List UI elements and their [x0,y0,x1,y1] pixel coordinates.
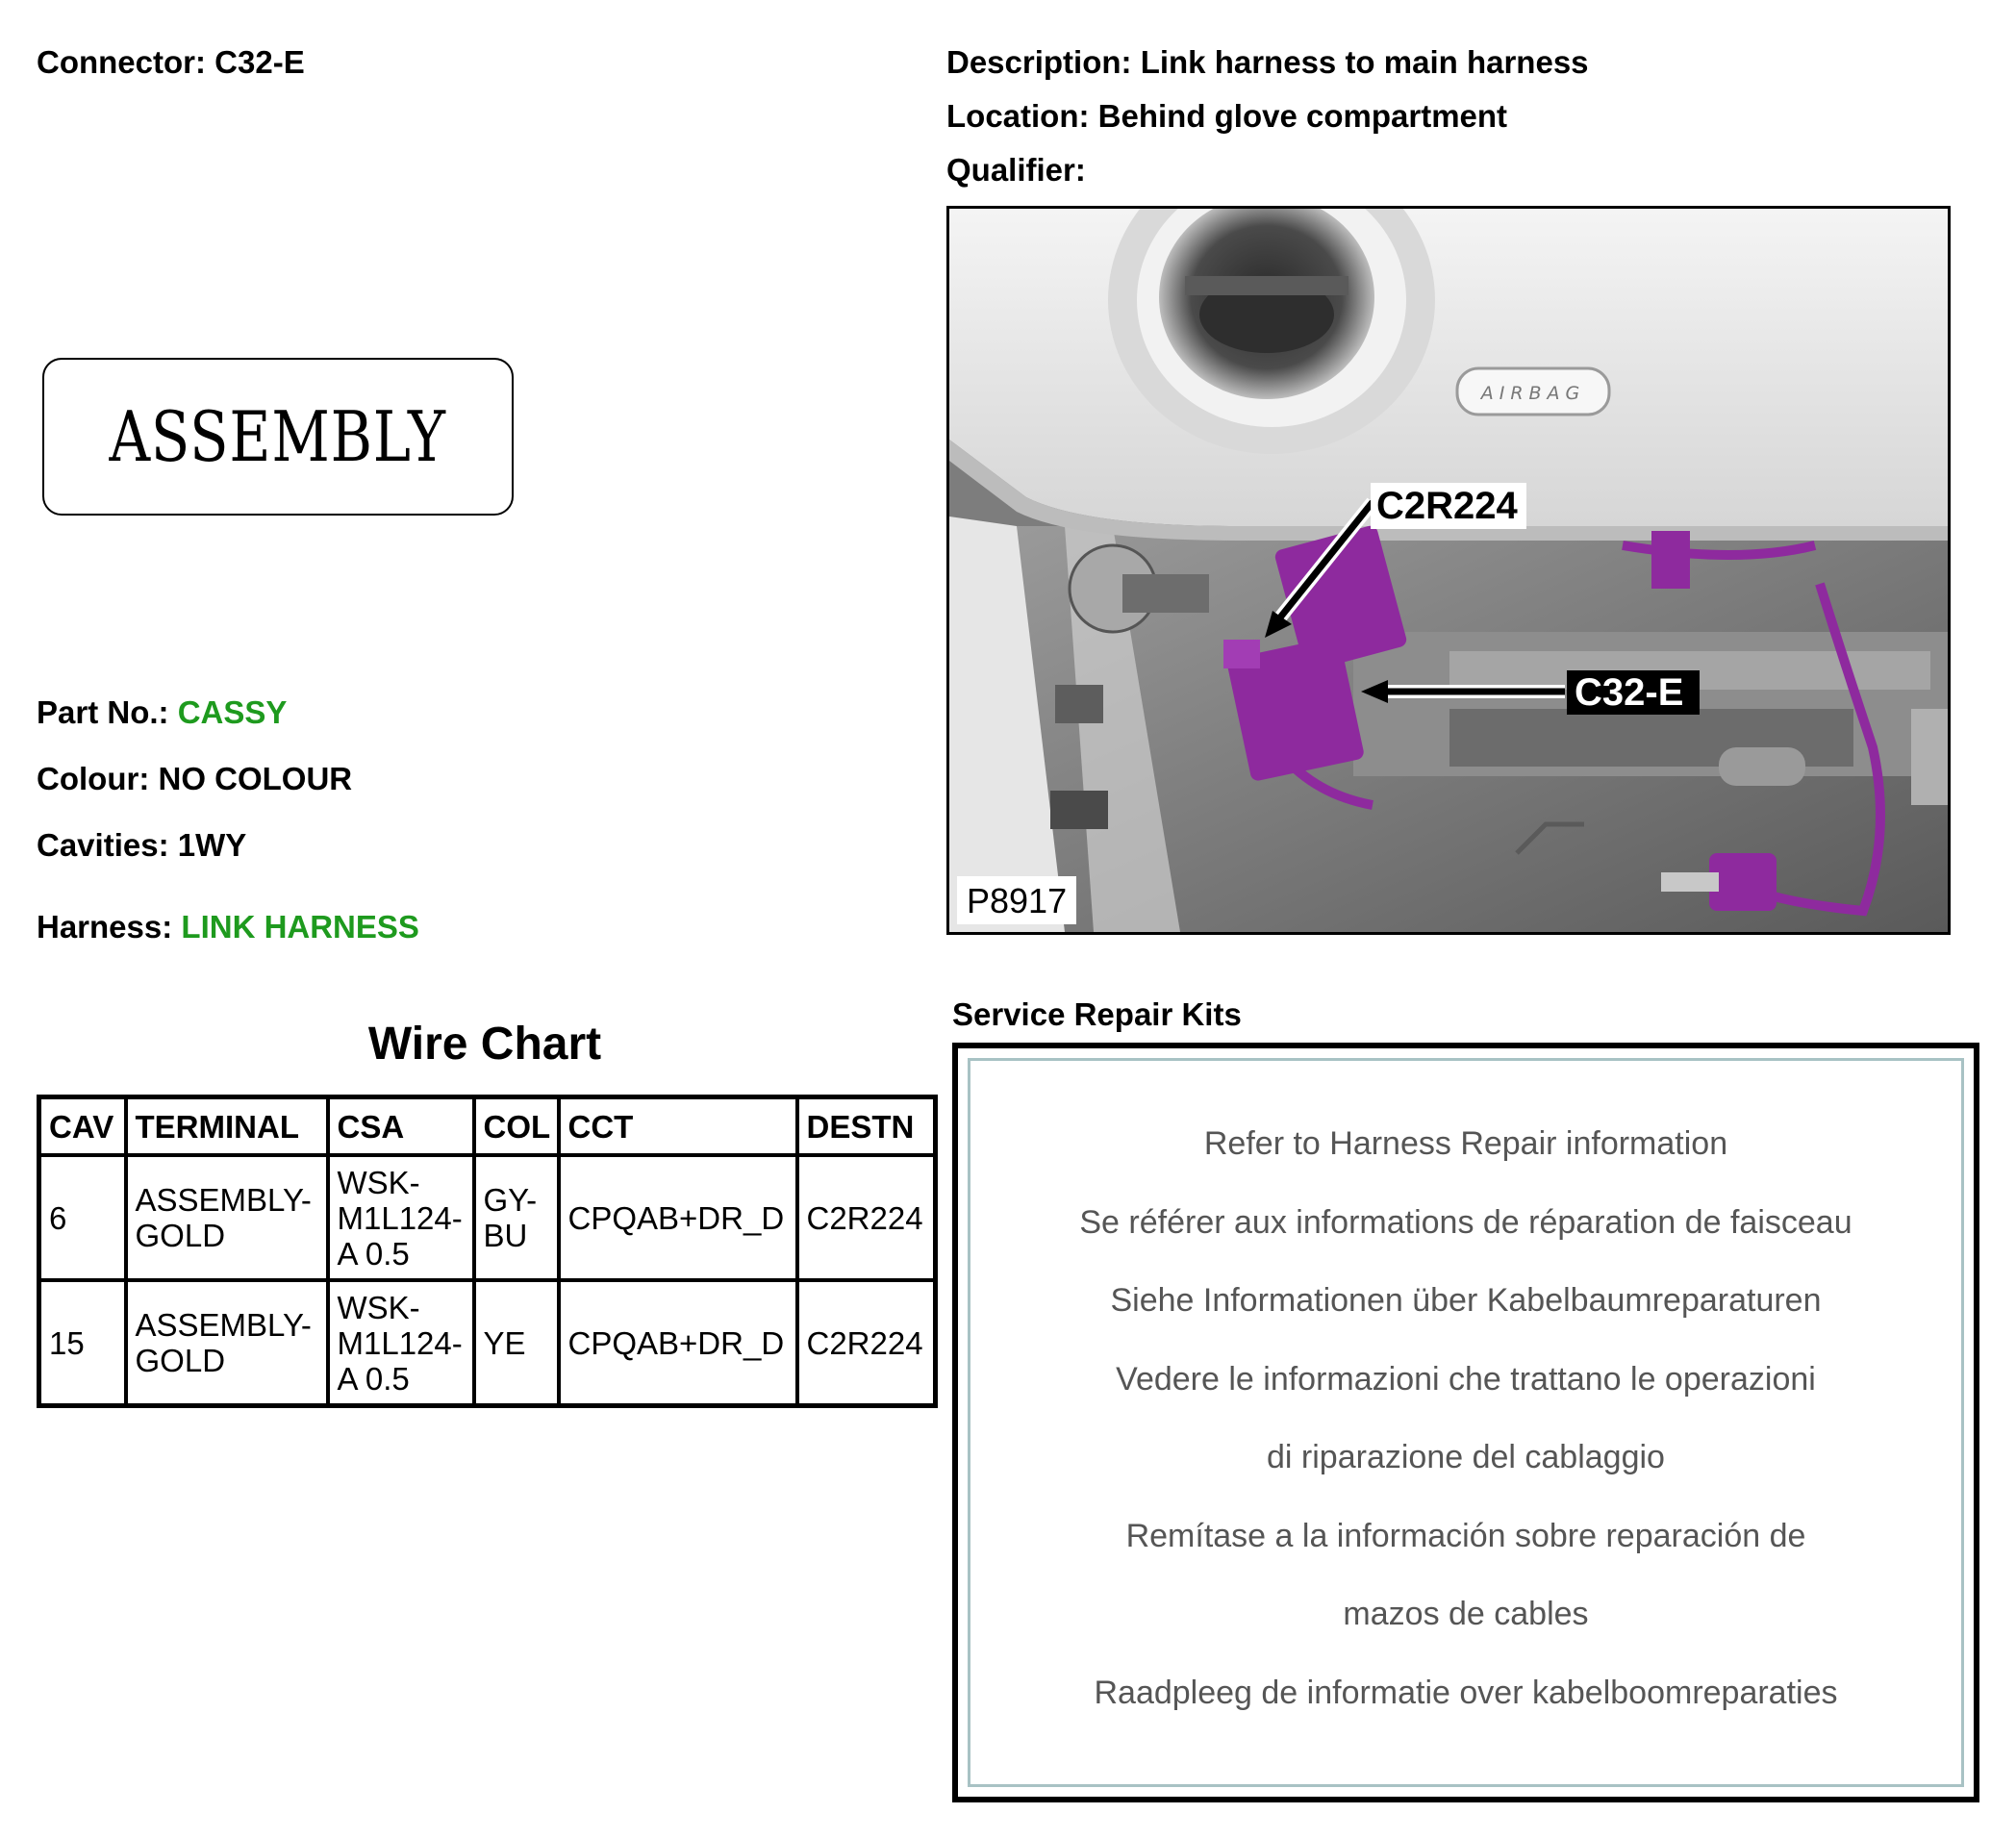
colour-line [37,761,352,797]
col-header-destn: DESTN [797,1097,936,1156]
col-header-cav: CAV [39,1097,126,1156]
table-header-row [39,1097,936,1156]
cell-destn: C2R224 [797,1280,936,1406]
cell-cct: CPQAB+DR_D [559,1155,797,1280]
cavities-line [37,827,246,864]
location-label: Location: [946,98,1090,134]
cell-cav: 15 [39,1280,126,1406]
connector-value: C32-E [214,44,305,80]
assembly-label-box [42,358,514,516]
wire-chart-table [37,1095,938,1408]
repair-info-line: di riparazione del cablaggio [1267,1439,1665,1475]
qualifier-line [946,152,1086,189]
table-row [39,1155,936,1280]
wire-chart-title: Wire Chart [367,1019,602,1070]
repair-info-line: Raadpleeg de informatie over kabelboomreparaties [1094,1674,1838,1711]
repair-info-line: Se référer aux informations de réparation de faisceau [1079,1203,1852,1241]
repair-info-line: Refer to Harness Repair information [1203,1125,1728,1162]
service-repair-kits-box [952,1043,1979,1802]
colour-value: NO COLOUR [158,761,353,796]
repair-info-line: Remítase a la información sobre reparación de [1125,1517,1806,1554]
cell-terminal: ASSEMBLY-GOLD [126,1155,328,1280]
part-no-value[interactable]: CASSY [177,694,288,730]
cell-cct: CPQAB+DR_D [559,1280,797,1406]
connector-location-figure [946,206,1951,935]
col-header-cct: CCT [559,1097,797,1156]
description-line [946,44,1589,81]
part-no-line [37,694,287,731]
cavities-label: Cavities: [37,827,169,863]
cell-col: YE [474,1280,559,1406]
airbag-text: AIRBAG [1480,383,1586,404]
description-value: Link harness to main harness [1140,44,1589,80]
cell-col: GY-BU [474,1155,559,1280]
callout-c32-e: C32-E [1575,671,1684,714]
repair-info-line: Vedere le informazioni che trattano le operazioni [1116,1360,1816,1398]
col-header-col: COL [474,1097,559,1156]
assembly-label: ASSEMBLY [109,396,447,477]
callout-c2r224: C2R224 [1376,485,1518,527]
cavities-value: 1WY [177,827,247,863]
location-line [946,98,1507,135]
harness-value[interactable]: LINK HARNESS [181,909,419,945]
description-label: Description: [946,44,1132,80]
col-header-csa: CSA [328,1097,474,1156]
col-header-terminal: TERMINAL [126,1097,328,1156]
figure-id: P8917 [967,881,1068,920]
connector-label: Connector: [37,44,206,80]
harness-label: Harness: [37,909,173,945]
part-no-label: Part No.: [37,694,169,730]
service-repair-kits-title: Service Repair Kits [952,996,1242,1032]
cell-cav: 6 [39,1155,126,1280]
cell-terminal: ASSEMBLY-GOLD [126,1280,328,1406]
colour-label: Colour: [37,761,150,796]
cell-csa: WSK-M1L124-A 0.5 [328,1280,474,1406]
table-row [39,1280,936,1406]
repair-info-line: Siehe Informationen über Kabelbaumreparaturen [1110,1282,1822,1319]
service-repair-kits-inner [968,1058,1964,1787]
location-value: Behind glove compartment [1097,98,1508,134]
cell-csa: WSK-M1L124-A 0.5 [328,1155,474,1280]
connector-line [37,44,305,81]
repair-info-line: mazos de cables [1343,1596,1589,1632]
harness-line [37,909,419,945]
cell-destn: C2R224 [797,1155,936,1280]
qualifier-label: Qualifier: [946,152,1086,188]
